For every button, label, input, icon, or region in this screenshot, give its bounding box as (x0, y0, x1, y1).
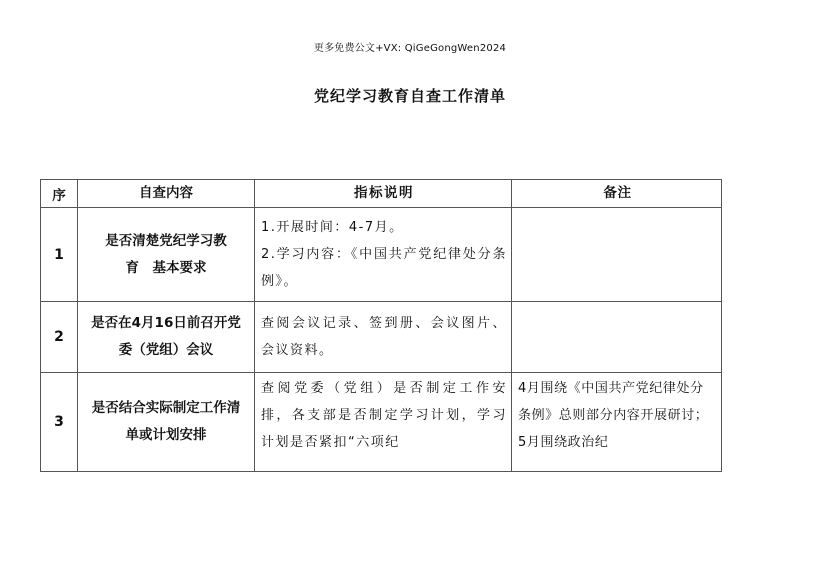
indicator-line: 查阅会议记录、签到册、会议图片、会议资料。 (261, 316, 507, 358)
row-indicator (255, 373, 512, 472)
indicator-line: 1.开展时间：4-7月。 (261, 220, 404, 235)
row-indicator (255, 208, 512, 302)
header-indicator: 指标说明 (255, 180, 512, 208)
header-remarks: 备注 (512, 180, 722, 208)
row-check-item: 是否结合实际制定工作清单或计划安排 (78, 373, 255, 472)
row-indicator (255, 302, 512, 373)
header-check-content: 自查内容 (78, 180, 255, 208)
document-title: 党纪学习教育自查工作清单 (313, 87, 506, 105)
row-check-item: 是否清楚党纪学习教 育 基本要求 (78, 208, 255, 302)
table-row (41, 302, 722, 373)
row-number: 2 (41, 302, 78, 373)
row-number: 1 (41, 208, 78, 302)
indicator-line: 2.学习内容：《中国共产党纪律处分条例》。 (261, 247, 507, 289)
indicator-line: 查阅党委（党组）是否制定工作安排，各支部是否制定学习计划，学习计划是否紧扣“六项纪 (261, 381, 507, 450)
table-row (41, 373, 722, 472)
row-check-item: 是否在4月16日前召开党委（党组）会议 (78, 302, 255, 373)
checklist-table (40, 179, 722, 472)
table-header-row (41, 180, 722, 208)
row-remarks: 4月围绕《中国共产党纪律处分条例》总则部分内容开展研讨；5月围绕政治纪 (512, 373, 722, 472)
header-number: 序 (41, 180, 78, 208)
row-remarks (512, 302, 722, 373)
header-note: 更多免费公文+VX: QiGeGongWen2024 (313, 43, 507, 54)
table-row (41, 208, 722, 302)
row-remarks (512, 208, 722, 302)
row-number: 3 (41, 373, 78, 472)
